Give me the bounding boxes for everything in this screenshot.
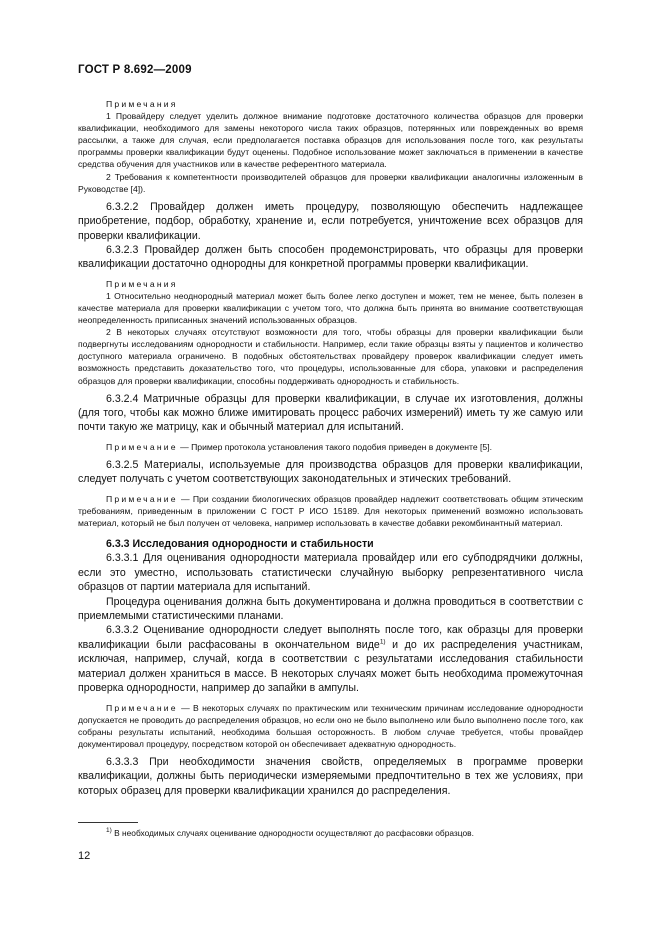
note-paragraph: 2 Требования к компетентности производителей образцов для проверки квалификации аналогичны изложенным в Руководстве [4]). <box>78 171 583 194</box>
clause-6-3-2-4: 6.3.2.4 Матричные образцы для проверки квалификации, в случае их изготовления, должны (для того, чтобы как можно ближе имитировать процесс рабочих измерений) иметь ту же самую или почти такую же матрицу, как и обычный материал для испытаний. <box>78 392 583 434</box>
clause-6-3-2-3: 6.3.2.3 Провайдер должен быть способен продемонстрировать, что образцы для проверки квалификации достаточно однородны для конкретной программы проверки квалификации. <box>78 243 583 271</box>
page-number: 12 <box>78 850 91 862</box>
procedure-paragraph: Процедура оценивания должна быть документирована и должна проводиться в соответствии с приемлемыми статистическими планами. <box>78 595 583 623</box>
clause-text: 6.3.3.2 Оценивание однородности следует выполнять после того, как образцы для проверки квалификации были расфасованы в окончательном виде <box>78 624 583 651</box>
note-text: — При создании биологических образцов провайдер надлежит соответствовать общим этическим требованиям, приведенным в приложении С ГОСТ Р ИСО 15189. Для некоторых применений возможно использовать материал, который не был получен от человека, например использовать в качестве добавки рекомбинантный материал. <box>78 493 583 528</box>
clause-6-3-2-5: 6.3.2.5 Материалы, используемые для производства образцов для проверки квалификации, следует получать с учетом соответствующих законодательных и этических требований. <box>78 458 583 486</box>
note-label: Примечание <box>106 441 178 452</box>
footnote <box>78 828 583 839</box>
note-paragraph: 2 В некоторых случаях отсутствуют возможности для того, чтобы образцы для проверки квалификации были подвергнуты исследованиям однородности и стабильности. Например, если такие образцы взяты у пациентов и количество доступного материала ограничено. В подобных обстоятельствах провайдеру проверок квалификации следует иметь возможность представить доказательство того, что процедуры, использованные для сбора, упаковки и распределения образцов для проверки квалификации, способны поддерживать однородность и стабильность. <box>78 327 583 386</box>
page-content <box>78 98 583 798</box>
section-heading-6-3-3: 6.3.3 Исследования однородности и стабильности <box>106 538 374 551</box>
clause-text: и до их распределения участникам, исключая, например, случай, когда в соответствии с результатами исследования стабильности материал должен храниться в массе. В некоторых случаях может быть необходима промежуточная проверка однородности, например до запайки в ампулы. <box>78 638 583 695</box>
footnote-ref: 1) <box>379 638 386 646</box>
clause-6-3-2-2: 6.3.2.2 Провайдер должен иметь процедуру, позволяющую обеспечить надлежащее приобретение, подбор, обработку, хранение и, если потребуется, уничтожение всех образцов для проверки квалификации. <box>78 200 583 242</box>
note-text: — Пример протокола установления такого подобия приведен в документе [5]. <box>177 441 492 452</box>
notes-heading: Примечания <box>106 99 178 109</box>
notes-heading: Примечания <box>106 278 178 289</box>
note-paragraph: 1 Относительно неоднородный материал может быть более легко доступен и может, тем не менее, быть полезен в качестве материала для проверки квалификации с учетом того, что должна быть принята во внимание соответствующая неопределенность приписанных значений использованных образцов. <box>78 290 583 326</box>
footnote-divider <box>78 822 138 823</box>
note-paragraph: 1 Провайдеру следует уделить должное внимание подготовке достаточного количества образцов для проверки квалификации, необходимого для замены некоторого числа таких образцов, потерянных или поврежденных во время рассылки, а также для случая, если предполагается поставка образцов для использования после того, как результаты программы проверки квалификации будут оценены. Подобное использование может заключаться в применении в качестве средства обучения для участников или в качестве референтного материала. <box>78 111 583 170</box>
note-paragraph <box>78 493 583 529</box>
note-paragraph <box>78 441 583 453</box>
note-label: Примечание <box>106 702 178 713</box>
footnote-text: В необходимых случаях оценивание однородности осуществляют до расфасовки образцов. <box>111 828 474 838</box>
document-code-header: ГОСТ Р 8.692—2009 <box>78 64 192 76</box>
clause-6-3-3-3: 6.3.3.3 При необходимости значения свойств, определяемых в программе проверки квалификации, должны быть периодически измеряемыми предпочтительно в тех же условиях, при которых образец для проверки квалификации хранился до распределения. <box>78 755 583 797</box>
note-label: Примечание <box>106 493 178 504</box>
clause-6-3-3-1: 6.3.3.1 Для оценивания однородности материала провайдер или его субподрядчики должны, если это уместно, использовать статистически случайную выборку репрезентативного числа образцов от партии материала для испытаний. <box>78 552 583 594</box>
clause-6-3-3-2 <box>78 623 583 695</box>
note-text: — В некоторых случаях по практическим или техническим причинам исследование однородности допускается не проводить до распределения образцов, но если оно не было выполнено или было выполнено после того, как собраны результаты испытаний, необходима большая осторожность. В любом случае требуется, чтобы провайдер документировал процедуру, посредством которой он обеспечивает адекватную однородность. <box>78 702 583 749</box>
footnote-marker: 1) <box>106 827 112 835</box>
note-paragraph <box>78 702 583 750</box>
